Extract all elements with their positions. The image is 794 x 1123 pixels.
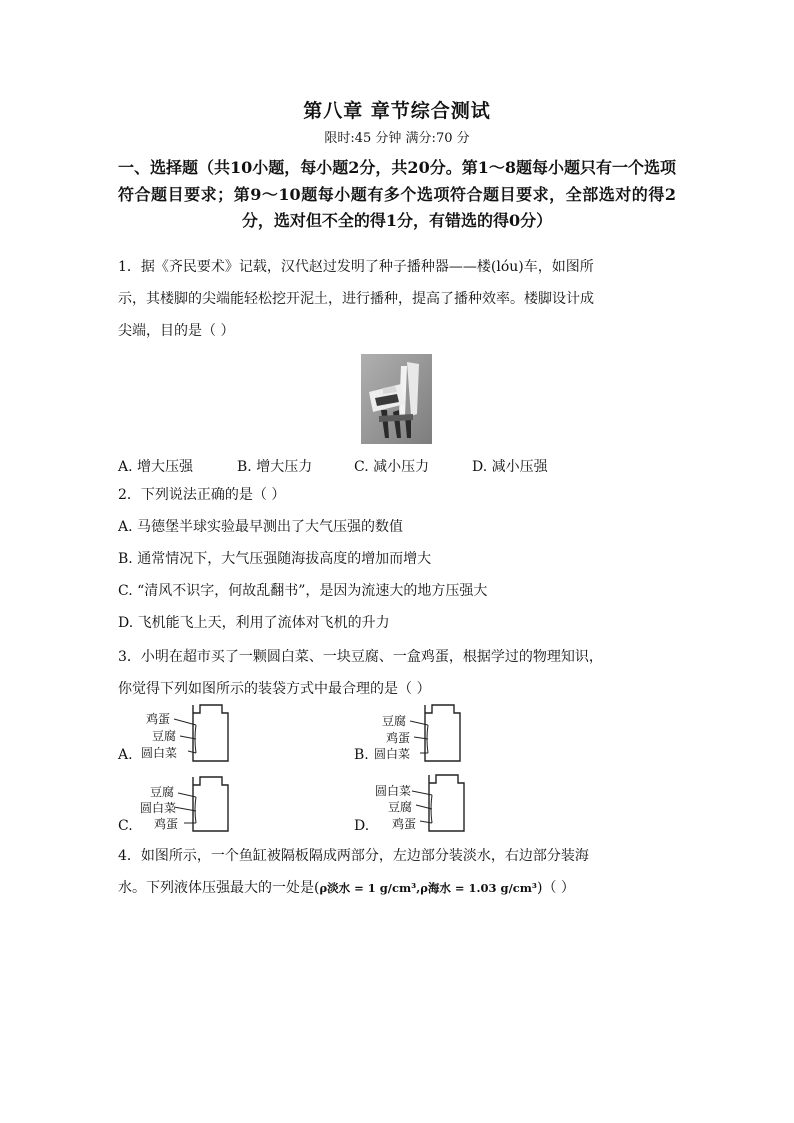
question-4 [118, 840, 678, 904]
bag-c-label-middle: 圆白菜 [140, 801, 177, 815]
bag-d-icon [406, 773, 466, 835]
question-3-line-2: 你觉得下列如图所示的装袋方式中最合理的是（ ） [118, 681, 431, 697]
q1-option-d[interactable]: D. 减小压强 [472, 459, 548, 475]
q1-option-b[interactable]: B. 增大压力 [237, 459, 313, 475]
section-heading: 一、选择题（共10小题，每小题2分，共20分。第1～8题每小题只有一个选项符合题目要求；第9～10题每小题有多个选项符合题目要求，全部选对的得2分，选对但不全的得1分，有错选的得0分） [118, 158, 676, 230]
q2-option-a[interactable]: A. 马德堡半球实验最早测出了大气压强的数值 [118, 519, 404, 535]
bag-a-label-top: 鸡蛋 [146, 712, 171, 726]
seeder-photo [361, 354, 432, 444]
question-4-line-2-suffix: )（ ） [536, 880, 575, 896]
question-4-line-1: 4．如图所示，一个鱼缸被隔板隔成两部分，左边部分装淡水，右边部分装海 [118, 848, 589, 864]
bag-b-label-top: 豆腐 [382, 714, 407, 728]
question-2-stem: 2．下列说法正确的是（ ） [118, 487, 286, 503]
bag-c-label-top: 豆腐 [150, 785, 175, 799]
question-4-line-2-prefix: 水。下列液体压强最大的一处是( [118, 880, 320, 896]
question-1-line-3: 尖端，目的是（ ） [118, 323, 235, 339]
bag-b-icon [402, 703, 462, 765]
bag-a-label-middle: 豆腐 [152, 729, 177, 743]
q1-option-c[interactable]: C. 减小压力 [354, 459, 430, 475]
page-subtitle: 限时:45 分钟 满分:70 分 [324, 131, 470, 146]
question-1 [118, 251, 678, 347]
q2-option-c[interactable]: C. “清风不识字，何故乱翻书”，是因为流速大的地方压强大 [118, 583, 488, 599]
page-title: 第八章 章节综合测试 [303, 100, 491, 122]
bag-d-label-bottom: 鸡蛋 [392, 817, 417, 831]
bag-c-label-bottom: 鸡蛋 [154, 817, 179, 831]
question-2 [118, 479, 678, 639]
rho-fresh-water: ρ淡水 = 1 g/cm³, [319, 881, 421, 895]
bag-d-label-top: 圆白菜 [375, 784, 412, 798]
question-1-line-2: 示，其楼脚的尖端能轻松挖开泥土，进行播种，提高了播种效率。楼脚设计成 [118, 291, 594, 307]
rho-sea-water: ρ海水 = 1.03 g/cm³ [420, 881, 537, 895]
q1-option-a[interactable]: A. 增大压强 [118, 459, 194, 475]
q2-option-b[interactable]: B. 通常情况下，大气压强随海拔高度的增加而增大 [118, 551, 432, 567]
bag-b-label-middle: 鸡蛋 [386, 731, 411, 745]
q3-option-a-letter[interactable]: A. [118, 747, 133, 763]
question-4-line-2 [118, 872, 678, 904]
q2-option-d[interactable]: D. 飞机能飞上天，利用了流体对飞机的升力 [118, 615, 390, 631]
bag-b-label-bottom: 圆白菜 [374, 747, 411, 761]
bag-a-label-bottom: 圆白菜 [141, 746, 178, 760]
question-3-line-1: 3．小明在超市买了一颗圆白菜、一块豆腐、一盒鸡蛋，根据学过的物理知识， [118, 649, 603, 665]
bag-a-icon [170, 703, 230, 765]
q3-option-c-letter[interactable]: C. [118, 818, 133, 834]
question-3 [118, 641, 678, 705]
question-1-line-1: 1．据《齐民要术》记载，汉代赵过发明了种子播种器——楼(lóu)车，如图所 [118, 259, 594, 275]
bag-d-label-middle: 豆腐 [388, 800, 413, 814]
bag-c-icon [170, 775, 230, 837]
q3-option-b-letter[interactable]: B. [354, 747, 369, 763]
q3-option-d-letter[interactable]: D. [354, 818, 370, 834]
